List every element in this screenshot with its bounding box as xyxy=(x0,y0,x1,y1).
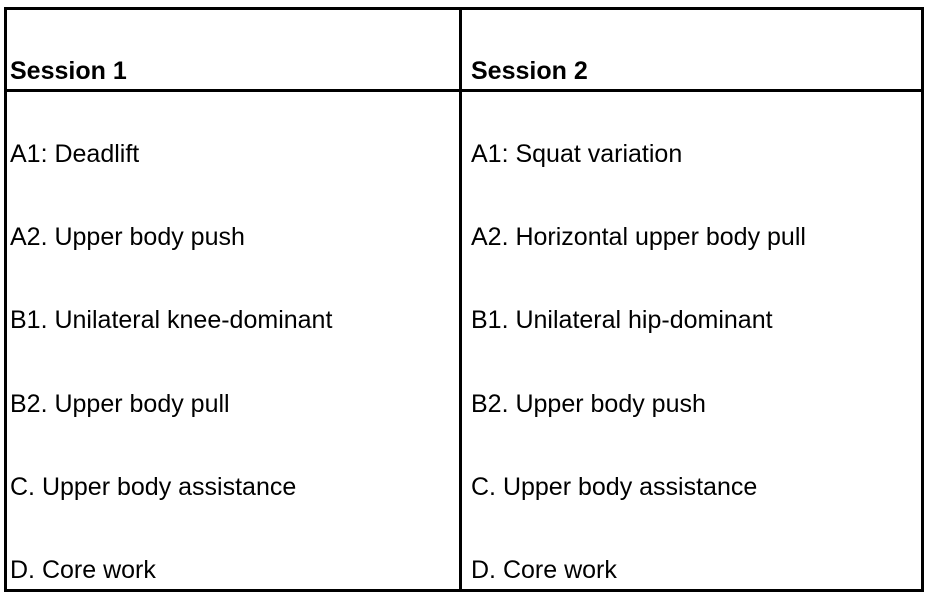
session-1-exercise-a2: A2. Upper body push xyxy=(10,223,245,251)
session-table xyxy=(4,7,924,592)
session-1-exercise-c: C. Upper body assistance xyxy=(10,473,297,501)
header-divider xyxy=(4,89,924,92)
column-divider xyxy=(459,7,462,592)
session-2-exercise-a2: A2. Horizontal upper body pull xyxy=(471,223,806,251)
session-1-exercise-b2: B2. Upper body pull xyxy=(10,390,230,418)
session-1-exercise-b1: B1. Unilateral knee-dominant xyxy=(10,306,333,334)
session-2-exercise-a1: A1: Squat variation xyxy=(471,140,683,168)
session-2-exercise-b1: B1. Unilateral hip-dominant xyxy=(471,306,773,334)
header-session-2: Session 2 xyxy=(471,57,588,85)
session-2-exercise-b2: B2. Upper body push xyxy=(471,390,706,418)
session-2-exercise-d: D. Core work xyxy=(471,556,617,584)
session-2-exercise-c: C. Upper body assistance xyxy=(471,473,758,501)
session-1-exercise-d: D. Core work xyxy=(10,556,156,584)
header-session-1: Session 1 xyxy=(10,57,127,85)
session-1-exercise-a1: A1: Deadlift xyxy=(10,140,140,168)
